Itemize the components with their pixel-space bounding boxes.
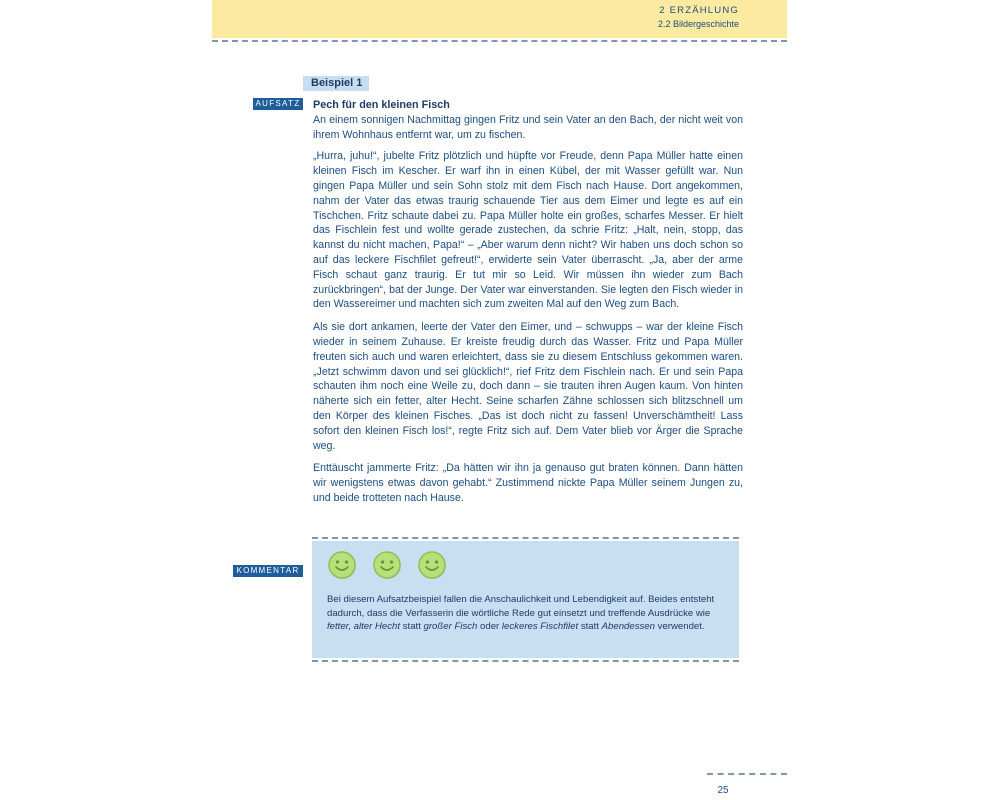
subchapter-title: 2.2 Bildergeschichte	[657, 19, 739, 29]
header-band	[212, 0, 787, 38]
essay-paragraph: An einem sonnigen Nachmittag gingen Fritz und sein Vater an den Bach, der nicht weit von ihrem Wohnhaus entfernt war, um zu fischen.	[313, 113, 743, 141]
comment-bottom-divider	[312, 660, 739, 662]
footer-divider	[707, 773, 787, 775]
example-phrase: fetter, alter Hecht	[327, 621, 401, 632]
example-label: Beispiel 1	[303, 76, 369, 91]
example-phrase: Abendessen	[601, 621, 655, 632]
aufsatz-tag: AUFSATZ	[253, 98, 303, 110]
smiley-icon	[417, 550, 447, 580]
essay-title: Pech für den kleinen Fisch	[313, 99, 450, 111]
example-phrase: leckeres Fischfilet	[501, 621, 579, 632]
essay	[313, 98, 743, 514]
example-phrase: großer Fisch	[423, 621, 478, 632]
smiley-icon	[327, 550, 357, 580]
page-number: 25	[717, 785, 729, 796]
kommentar-tag: KOMMENTAR	[233, 565, 303, 577]
essay-paragraph: Enttäuscht jammerte Fritz: „Da hätten wir ihn ja genauso gut braten können. Dann hätten wir wenigstens etwas davon gehabt.“ Zustimmend nickte Papa Müller seinem Jungen zu, und beide trotteten nach Hause.	[313, 462, 743, 504]
comment-text: Bei diesem Aufsatzbeispiel fallen die Anschaulichkeit und Lebendigkeit auf. Beides entsteht dadurch, dass die Verfasserin die wörtliche Rede gut einsetzt und treffende Ausdrücke wie fetter, alter Hecht statt großer Fisch oder leckeres Fischfilet statt Abendessen verwendet.	[327, 594, 715, 632]
essay-paragraph: „Hurra, juhu!“, jubelte Fritz plötzlich und hüpfte vor Freude, denn Papa Müller hatte einen kleinen Fisch im Kescher. Er warf ihn in einen Kübel, der mit Wasser gefüllt war. Nun gingen Papa Müller und sein Sohn stolz mit dem Fisch nach Hause. Dort angekommen, nahm der Vater das etwas traurig schauende Tier aus dem Eimer und legte es auf ein Tischchen. Fritz schaute dabei zu. Papa Müller holte ein großes, scharfes Messer. Er hielt das Fischlein fest und wollte gerade zustechen, da schrie Fritz: „Halt, nein, stopp, das kannst du nicht machen, Papa!“ – „Aber warum denn nicht? Wir haben uns doch schon so auf das leckere Fischfilet gefreut!“, erwiderte sein Vater überrascht. „Ja, aber der arme Fisch schaut ganz traurig. Er tut mir so Leid. Wir müssen ihn wieder zum Bach zurückbringen“, bat der Junge. Der Vater war einverstanden. Sie legten den Fisch wieder in den Wassereimer und machten sich zum zweiten Mal auf den Weg zum Bach.	[313, 150, 743, 311]
comment-top-divider	[312, 537, 739, 539]
smiley-icon	[372, 550, 402, 580]
header-divider	[212, 40, 787, 42]
chapter-title: 2 ERZÄHLUNG	[659, 5, 739, 16]
essay-paragraph: Als sie dort ankamen, leerte der Vater den Eimer, und – schwupps – war der kleine Fisch wieder in seinem Zuhause. Er kreiste freudig durch das Wasser. Fritz und Papa Müller freuten sich auch und waren erleichtert, dass sie zu diesem Entschluss gekommen waren. „Jetzt schwimm davon und sei glücklich!“, rief Fritz dem Fischlein nach. Er und sein Papa schauten ihm noch eine Weile zu, doch dann – sie trauten ihren Augen kaum. Von hinten näherte sich ein fetter, alter Hecht. Seine scharfen Zähne schlossen sich blitzschnell um den Körper des kleinen Fisches. „Das ist doch nicht zu fassen! Unverschämtheit! Lass sofort den kleinen Fisch los!“, regte Fritz sich auf. Dem Vater blieb vor Ärger die Sprache weg.	[313, 321, 743, 452]
comment-box	[312, 541, 739, 658]
